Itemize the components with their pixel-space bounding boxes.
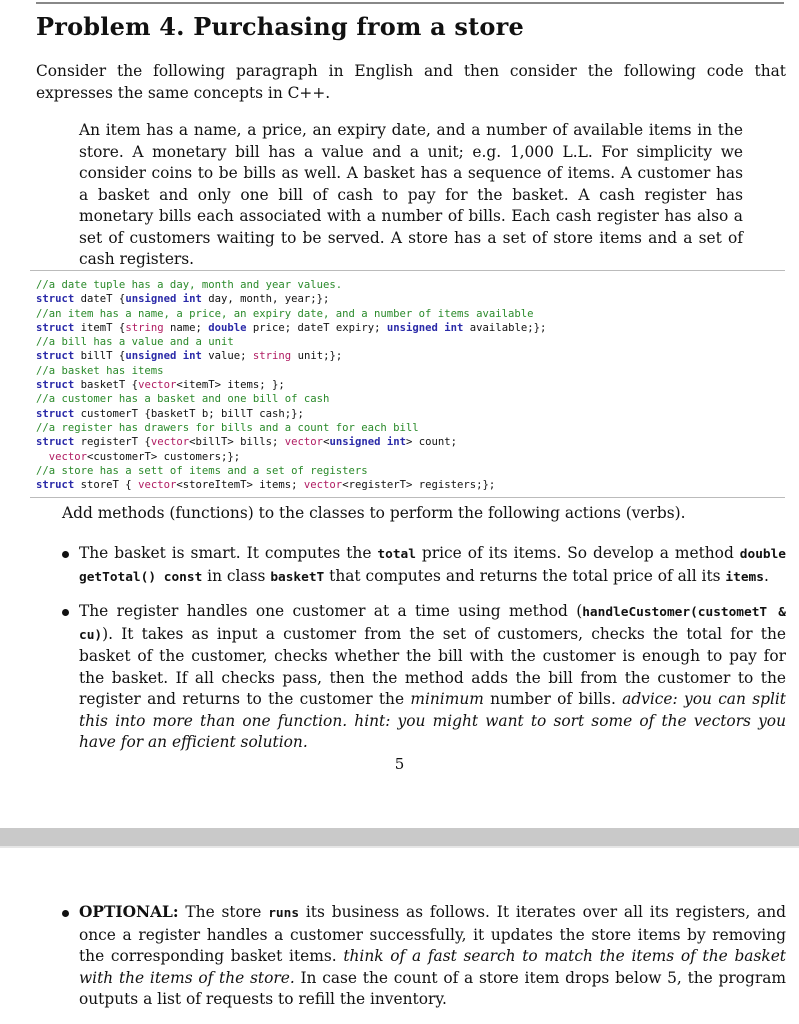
code-comment: //a register has drawers for bills and a count for each bill (36, 421, 419, 434)
bullet-optional: OPTIONAL: The store runs its business as follows. It iterates over all its registers, and once a register handles a customer successfully, it updates the store items by removing the corresponding basket items. think of a fast search to match the items of the basket with the items of the store. In case the count of a store item drops below 5, the program outputs a list of requests to refill the inventory. (79, 903, 786, 1008)
bullet-register: The register handles one customer at a time using method (handleCustomer(custometT & cu)). It takes as input a customer from the set of customers, checks the total for the basket of the customer, checks whether the bill with the customer is enough to pay for the basket. If all checks pass, then the method adds the bill from the customer to the register and returns to the customer the minimum number of bills. advice: you can split this into more than one function. hint: you might want to sort some of the vectors you have for an efficient solution. (79, 602, 786, 751)
bullet-basket: The basket is smart. It computes the total price of its items. So develop a method double getTotal() const in class basketT that computes and returns the total price of all its items. (79, 544, 787, 585)
intro-paragraph: Consider the following paragraph in English and then consider the following code that expresses the same concepts in C++. (36, 62, 786, 102)
code-comment: //a customer has a basket and one bill of cash (36, 393, 330, 406)
problem-title: Problem 4. Purchasing from a store (36, 12, 524, 41)
add-methods-text: Add methods (functions) to the classes to perform the following actions (verbs). (62, 504, 686, 522)
code-comment: //a date tuple has a day, month and year values. (36, 279, 343, 291)
code-comment: //a basket has items (36, 364, 164, 377)
code-comment: //a bill has a value and a unit (36, 336, 234, 349)
bullet-dot (62, 551, 69, 558)
page-separator (0, 828, 799, 846)
quote-paragraph: An item has a name, a price, an expiry date, and a number of available items in the store. A monetary bill has a value and a unit; e.g. 1,000 L.L. For simplicity we consider coins to be bills as well. A basket has a sequence of items. A customer has a basket and only one bill of cash to pay for the basket. A cash register has monetary bills each associated with a number of bills. Each cash register has also a set of customers waiting to be served. A store has a set of store items and a set of cash registers. (79, 121, 743, 268)
code-comment: //a store has a sett of items and a set of registers (36, 464, 368, 477)
code-block: //a date tuple has a day, month and year values. struct dateT {unsigned int day, month, year;}; //an item has a name, a price, an expiry date, and a number of items available struct itemT {string name; double price; dateT expiry; unsigned int available;}; //a bill has a value and a unit struct billT {unsigned int value; string unit;}; //a basket has items struct basketT {vector<itemT> items; }; //a customer has a basket and one bill of cash struct customerT {basketT b; billT cash;}; //a register has drawers for bills and a count for each bill struct registerT {vector<billT> bills; vector<unsigned int> count; vector<customerT> customers;}; //a store has a sett of items and a set of registers struct storeT { vector<storeItemT> items; vector<registerT> registers;}; (30, 270, 785, 498)
top-rule (36, 2, 784, 4)
code-comment: //an item has a name, a price, an expiry date, and a number of items available (36, 307, 534, 320)
bullet-dot (62, 910, 69, 917)
page-number: 5 (394, 755, 405, 773)
bullet-dot (62, 609, 69, 616)
